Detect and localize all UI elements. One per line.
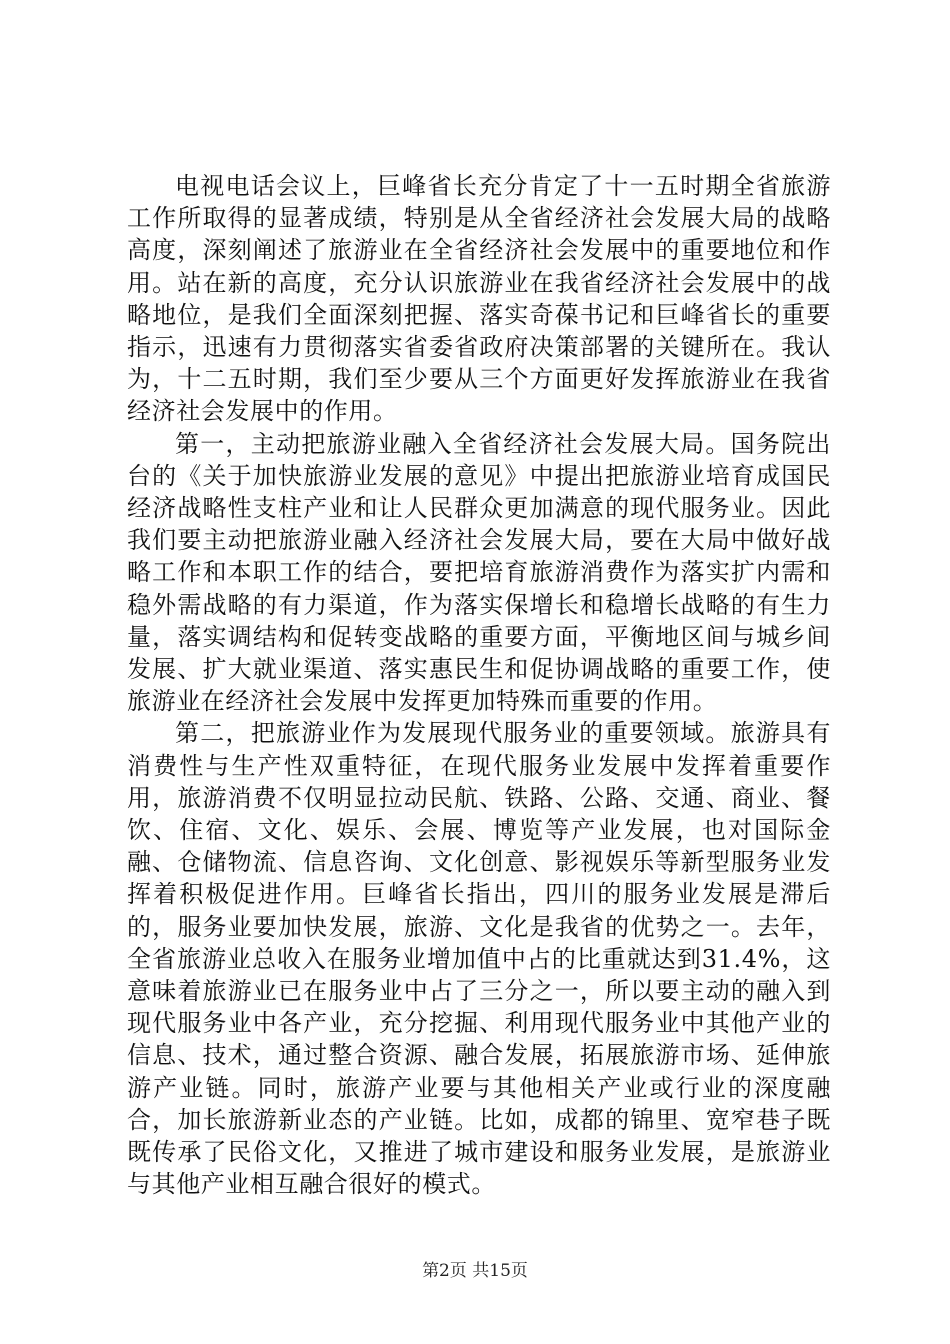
paragraph-2: 第一，主动把旅游业融入全省经济社会发展大局。国务院出台的《关于加快旅游业发展的意见》中提出把旅游业培育成国民经济战略性支柱产业和让人民群众更加满意的现代服务业。因此我们要主动把旅游业融入经济社会发展大局，要在大局中做好战略工作和本职工作的结合，要把培育旅游消费作为落实扩内需和稳外需战略的有力渠道，作为落实保增长和稳增长战略的有生力量，落实调结构和促转变战略的重要方面，平衡地区间与城乡间发展、扩大就业渠道、落实惠民生和促协调战略的重要工作，使旅游业在经济社会发展中发挥更加特殊而重要的作用。	[127, 429, 831, 716]
paragraph-1: 电视电话会议上，巨峰省长充分肯定了十一五时期全省旅游工作所取得的显著成绩，特别是从全省经济社会发展大局的战略高度，深刻阐述了旅游业在全省经济社会发展中的重要地位和作用。站在新的高度，充分认识旅游业在我省经济社会发展中的战略地位，是我们全面深刻把握、落实奇葆书记和巨峰省长的重要指示，迅速有力贯彻落实省委省政府决策部署的关键所在。我认为，十二五时期，我们至少要从三个方面更好发挥旅游业在我省经济社会发展中的作用。	[127, 172, 831, 426]
document-body	[127, 170, 831, 1201]
page-number-footer: 第2页 共15页	[422, 1261, 528, 1281]
paragraph-3: 第二，把旅游业作为发展现代服务业的重要领域。旅游具有消费性与生产性双重特征，在现代服务业发展中发挥着重要作用，旅游消费不仅明显拉动民航、铁路、公路、交通、商业、餐饮、住宿、文化、娱乐、会展、博览等产业发展，也对国际金融、仓储物流、信息咨询、文化创意、影视娱乐等新型服务业发挥着积极促进作用。巨峰省长指出，四川的服务业发展是滞后的，服务业要加快发展，旅游、文化是我省的优势之一。去年，全省旅游业总收入在服务业增加值中占的比重就达到31.4%，这意味着旅游业已在服务业中占了三分之一，所以要主动的融入到现代服务业中各产业，充分挖掘、利用现代服务业中其他产业的信息、技术，通过整合资源、融合发展，拓展旅游市场、延伸旅游产业链。同时，旅游产业要与其他相关产业或行业的深度融合，加长旅游新业态的产业链。比如，成都的锦里、宽窄巷子既既传承了民俗文化，又推进了城市建设和服务业发展，是旅游业与其他产业相互融合很好的模式。	[127, 719, 831, 1199]
